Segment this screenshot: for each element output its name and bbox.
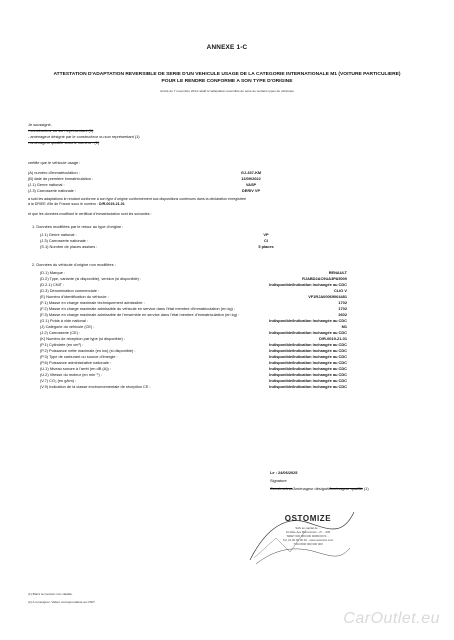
signature-role — [270, 486, 369, 491]
certify-paragraph-1b — [28, 202, 125, 207]
field-value: 5 places — [258, 244, 274, 249]
field-value: Indisponible/Indication Inchangée au CDC — [269, 378, 347, 383]
field-label: (J.1) Genre national : — [40, 232, 77, 237]
company-stamp — [258, 514, 358, 572]
field-label: (G.1) Poids à vide national : — [40, 318, 89, 323]
field-value: Indisponible/Indication Inchangée au CDC — [269, 342, 347, 347]
stamp-line: SAS au capital de ... — [295, 526, 321, 530]
role-note: (1) — [363, 486, 369, 491]
field-label: (V.9) Indication de la classe environnementale de réception CE : — [40, 384, 151, 389]
field-label: (P.1) Cylindrée (en cm³) : — [40, 342, 84, 347]
field-value: GJ-337-KM — [240, 170, 262, 175]
field-label: (U.2) Vitesse du moteur (en min⁻¹) : — [40, 372, 102, 377]
certify-paragraph-2: et que les données modifiant le certificat d'immatriculation sont les suivantes : — [28, 212, 152, 216]
field-value: VP — [263, 232, 269, 237]
signatory-option-designated: - aménageur désigné par le constructeur ou son représentant (1) — [28, 134, 140, 139]
role-constructor: Constructeur — [270, 486, 293, 491]
certify-intro: certifie que le véhicule usagé : — [28, 160, 81, 165]
declaration-label: à la DRIEE d'Ile de France sous le numéro : — [28, 202, 98, 206]
field-label: (P.6) Puissance administrative nationale : — [40, 360, 112, 365]
document-subtitle: Arrêté du 7 novembre 2014 relatif à l'adaptation réversible de série de certains types de véhicules — [160, 89, 294, 93]
field-value: CLIO V — [334, 288, 347, 293]
field-value: RENAULT — [328, 270, 347, 275]
declaration-number: D/R-0019-21-01 — [99, 202, 125, 206]
role-designated: /Aménageur désigné/ — [292, 486, 330, 491]
field-label: (F.3) Masse en charge maximale admissible de l'ensemble en service dans l'état membre d'immatriculation (en kg) : — [40, 312, 240, 317]
signature-label: Signature — [270, 478, 287, 483]
field-label: (J.1) Genre national : — [28, 182, 65, 187]
field-value: 13/09/2022 — [241, 176, 261, 181]
field-value: DERIV VP — [241, 188, 261, 193]
field-label: (F.2) Masse en charge maximale admissible du véhicule en service dans l'état membre d'immatriculation (en kg) : — [40, 306, 236, 311]
signatory-option-qualified: - aménageur qualifié sous le numéro : (1) — [28, 140, 100, 145]
field-label: (E) Numéro d'identification du véhicule : — [40, 294, 109, 299]
field-label: (D.1) Marque : — [40, 270, 66, 275]
field-value: Indisponible/Indication Inchangée au CDC — [269, 318, 347, 323]
annex-heading: ANNEXE 1-C — [206, 44, 248, 51]
signatory-option-constructor: - constructeur ou son représentant (1) — [28, 128, 94, 133]
signature-date: Le : 24/06/2025 — [270, 470, 298, 475]
field-value: Indisponible/Indication Inchangée au CDC — [269, 366, 347, 371]
field-label: (A) numéro d'immatriculation : — [28, 170, 80, 175]
certify-paragraph-1a: a subi les adaptations le rendant conforme à son type d'origine conformément aux dispositions contenues dans la déclaration enregistrée — [28, 197, 247, 201]
signatory-intro: Je soussigné, — [28, 122, 52, 127]
field-value: Indisponible/Indication Inchangée au CDC — [269, 330, 347, 335]
stamp-line: TVA FR00 000 000 000 — [293, 542, 323, 546]
field-value: Indisponible/Indication Inchangée au CDC — [269, 360, 347, 365]
field-value: Indisponible/Indication Inchangée au CDC — [269, 354, 347, 359]
field-label: (J.3) Carrosserie nationale : — [40, 238, 89, 243]
field-label: (J.3) Carrosserie nationale : — [28, 188, 77, 193]
stamp-line: 10 Allée des Marronniers - ZI ... 000 — [285, 530, 331, 534]
field-label: (P.2) Puissance nette maximale (en kw) (si disponible) : — [40, 348, 136, 353]
field-label: (D.2.1) CNIT : — [40, 282, 65, 287]
field-value: CI — [264, 238, 268, 243]
field-value: Indisponible/Indication Inchangée au CDC — [269, 282, 347, 287]
field-value: VASP — [245, 182, 257, 187]
field-label: (D.3) Dénomination commerciale : — [40, 288, 100, 293]
section-2-title: 2. Données du véhicule d'origine non modifiées : — [32, 262, 116, 267]
field-value: VF1RJA00069064481 — [308, 294, 347, 299]
field-label: (V.7) CO₂ (en g/km) : — [40, 378, 77, 383]
section-1-title: 1. Données modifiées par le retour au type d'origine : — [32, 224, 124, 229]
field-value: 1702 — [338, 300, 347, 305]
field-label: (S.1) Nombre de places assises : — [40, 244, 98, 249]
field-value: Indisponible/Indication Inchangée au CDC — [269, 384, 347, 389]
field-label: (J) Catégorie du véhicule (CE) : — [40, 324, 95, 329]
stamp-line: Tél. 01 00 00 00 00 - www.ostomize.com — [282, 538, 334, 542]
field-label: (P.3) Type de carburant ou source d'énergie : — [40, 354, 118, 359]
role-qualified: Aménageur qualifié — [329, 486, 363, 491]
field-label: (D.2) Type, variante (si disponible), version (si disponible) : — [40, 276, 142, 281]
field-value: 1702 — [338, 306, 347, 311]
field-label: (J.2) Carrosserie (CE) : — [40, 330, 81, 335]
field-value: RJABD2AC9UA3PA5000 — [302, 276, 347, 281]
field-value: M1 — [341, 324, 347, 329]
watermark: CarOutlet.eu — [343, 610, 440, 627]
footnote-2: (2) A renseigner. Valeur correspondante au CNIT. — [28, 600, 96, 604]
stamp-line: SIRET 000 000 000 00000 RCS ... — [286, 534, 330, 538]
stamp-logo: OSTOMIZE — [284, 514, 332, 523]
field-label: (B) date de première immatriculation : — [28, 176, 94, 181]
field-value: D/R-0019-21-01 — [319, 336, 347, 341]
field-value: Indisponible/Indication Inchangée au CDC — [269, 348, 347, 353]
document-title: ATTESTATION D'ADAPTATION REVERSIBLE DE SERIE D'UN VEHICULE USAGE DE LA CATEGORIE INTERNATIONALE M1 (VOITURE PARTICULIERE) POUR LE RENDRE CONFORME A SON TYPE D'ORIGINE — [53, 72, 401, 85]
field-label: (K) Numéro de réception par type (si disponible) : — [40, 336, 125, 341]
field-value: Indisponible/Indication Inchangée au CDC — [269, 372, 347, 377]
field-label: (F.1) Masse en charge maximale techniquement admissible : — [40, 300, 145, 305]
field-label: (U.1) Niveau sonore à l'arrêt (en dB (A)) : — [40, 366, 112, 371]
footnote-1: (1) Barré la mention non valable. — [28, 592, 73, 596]
field-value: 2602 — [338, 312, 347, 317]
